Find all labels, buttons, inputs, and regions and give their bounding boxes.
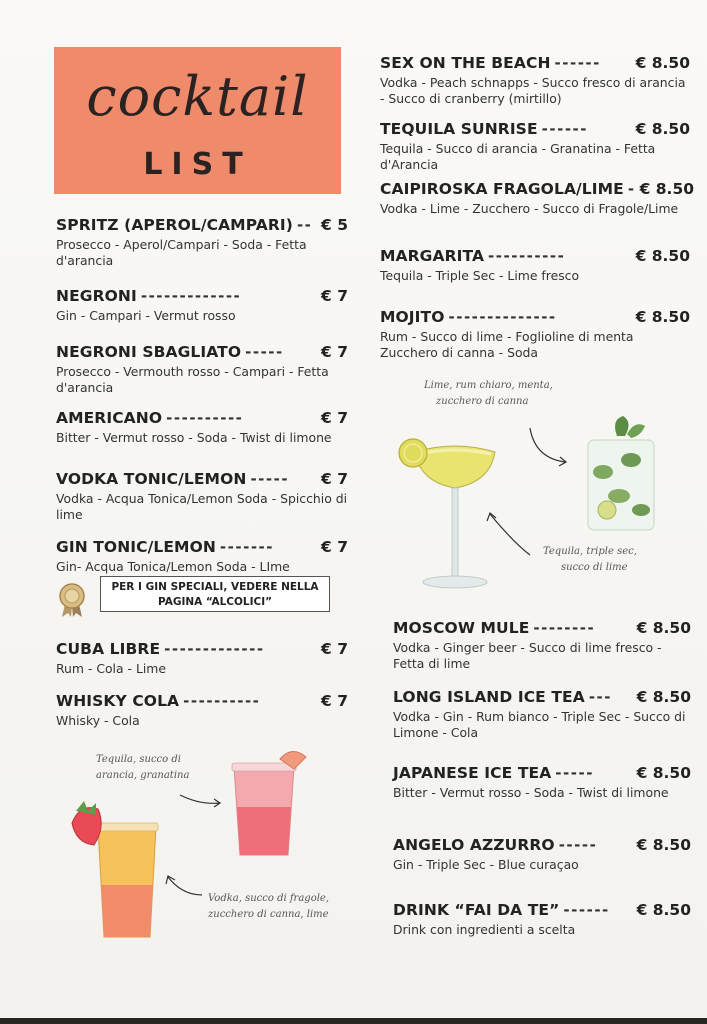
item-name: DRINK “FAI DA TE” [393, 901, 560, 919]
item-description: Gin - Campari - Vermut rosso [56, 308, 236, 323]
item-price: € 8.50 [636, 901, 691, 919]
header-script-title: cocktail [86, 65, 309, 128]
medal-icon [56, 582, 88, 618]
item-dashes: ----- [250, 470, 290, 488]
item-price: € 8.50 [635, 120, 690, 138]
handnote-line: arancia, granatina [96, 770, 190, 781]
margarita-handnote [543, 544, 637, 576]
menu-item-angelo-azzurro [393, 836, 691, 873]
item-description: Gin - Triple Sec - Blue curaçao [393, 857, 579, 872]
item-dashes: ---------- [183, 692, 261, 710]
item-name: NEGRONI SBAGLIATO [56, 343, 242, 361]
item-name: JAPANESE ICE TEA [393, 764, 552, 782]
item-dashes: ------ [554, 54, 601, 72]
item-dashes: ----- [245, 343, 284, 361]
item-dashes: -- [296, 216, 313, 234]
item-dashes: ---------- [166, 409, 244, 427]
item-price: € 8.50 [636, 764, 691, 782]
item-name: SEX ON THE BEACH [380, 54, 551, 72]
mojito-handnote [424, 378, 553, 410]
item-price: € 7 [321, 538, 348, 556]
item-price: € 8.50 [635, 247, 690, 265]
item-dashes: ------- [219, 538, 275, 556]
item-price: € 7 [321, 409, 348, 427]
menu-item-margarita [380, 247, 690, 284]
menu-item-mojito [380, 308, 690, 361]
handnote-line: Vodka, succo di fragole, [208, 893, 330, 904]
item-price: € 7 [321, 640, 348, 658]
menu-item-gin-tonic [56, 538, 348, 575]
item-description: Drink con ingredienti a scelta [393, 922, 576, 937]
item-dashes: ----- [555, 764, 594, 782]
item-name: CUBA LIBRE [56, 640, 161, 658]
item-name: NEGRONI [56, 287, 137, 305]
item-description: Prosecco - Vermouth rosso - Campari - Fetta d'arancia [56, 364, 329, 395]
special-gin-note [100, 576, 330, 612]
menu-header [54, 47, 341, 194]
item-price: € 7 [321, 470, 348, 488]
item-price: € 7 [321, 343, 348, 361]
item-dashes: -------- [533, 619, 596, 637]
handnote-line: Tequila, succo di [96, 754, 181, 765]
item-name: ANGELO AZZURRO [393, 836, 555, 854]
item-description: Vodka - Acqua Tonica/Lemon Soda - Spicchio di lime [56, 491, 348, 522]
item-name: TEQUILA SUNRISE [380, 120, 538, 138]
page-bottom-edge [0, 1018, 707, 1024]
item-name: LONG ISLAND ICE TEA [393, 688, 585, 706]
item-price: € 8.50 [635, 308, 690, 326]
item-description: Tequila - Triple Sec - Lime fresco [380, 268, 580, 283]
item-dashes: -------------- [448, 308, 557, 326]
item-description: Gin- Acqua Tonica/Lemon Soda - LIme [56, 559, 290, 574]
item-price: € 5 [321, 216, 348, 234]
item-name: MOJITO [380, 308, 445, 326]
header-list-title: LIST [143, 147, 252, 182]
item-price: € 8.50 [636, 836, 691, 854]
item-dashes: --- [588, 688, 613, 706]
menu-item-moscow-mule [393, 619, 691, 672]
item-description: Bitter - Vermut rosso - Soda - Twist di limone [393, 785, 669, 800]
menu-item-tequila-sunrise [380, 120, 690, 173]
item-price: € 8.50 [636, 619, 691, 637]
item-description: Bitter - Vermut rosso - Soda - Twist di limone [56, 430, 332, 445]
item-description: Vodka - Gin - Rum bianco - Triple Sec - Succo di Limone - Cola [393, 709, 686, 740]
menu-item-fai-da-te [393, 901, 691, 938]
menu-item-whisky-cola [56, 692, 348, 729]
item-name: MARGARITA [380, 247, 485, 265]
menu-item-americano [56, 409, 348, 446]
item-price: € 7 [321, 287, 348, 305]
menu-item-caipiroska [380, 180, 695, 217]
item-name: CAIPIROSKA FRAGOLA/LIME [380, 180, 624, 198]
item-price: € 8.50 [639, 180, 695, 198]
handnote-line: succo di lime [561, 562, 628, 573]
item-description: Tequila - Succo di arancia - Granatina - Fetta d'Arancia [380, 141, 656, 172]
item-description: Rum - Succo di lime - Foglioline di menta Zucchero di canna - Soda [380, 329, 634, 360]
handnote-line: zucchero di canna [436, 396, 529, 407]
note-line-2: PAGINA “ALCOLICI” [157, 596, 273, 608]
item-description: Prosecco - Aperol/Campari - Soda - Fetta d'arancia [56, 237, 307, 268]
item-description: Vodka - Peach schnapps - Succo fresco di arancia - Succo di cranberry (mirtillo) [380, 75, 686, 106]
item-description: Whisky - Cola [56, 713, 140, 728]
item-dashes: - [627, 180, 636, 198]
item-price: € 8.50 [635, 54, 690, 72]
item-name: GIN TONIC/LEMON [56, 538, 216, 556]
item-dashes: ------------- [164, 640, 265, 658]
item-price: € 7 [321, 692, 348, 710]
menu-item-long-island [393, 688, 691, 741]
item-dashes: ------------- [140, 287, 242, 305]
item-price: € 8.50 [636, 688, 691, 706]
menu-item-japanese-ice-tea [393, 764, 691, 801]
menu-item-vodka-tonic [56, 470, 348, 523]
item-description: Vodka - Lime - Zucchero - Succo di Fragole/Lime [380, 201, 679, 216]
menu-item-sex-on-the-beach [380, 54, 690, 107]
item-description: Rum - Cola - Lime [56, 661, 166, 676]
caipiroska-handnote [208, 891, 329, 923]
menu-item-negroni-sbagliato [56, 343, 348, 396]
handnote-line: zucchero di canna, lime [208, 909, 329, 920]
item-name: VODKA TONIC/LEMON [56, 470, 247, 488]
item-dashes: ----- [558, 836, 598, 854]
handnote-line: Lime, rum chiaro, menta, [424, 380, 553, 391]
item-name: WHISKY COLA [56, 692, 180, 710]
item-dashes: ------ [563, 901, 610, 919]
menu-item-spritz [56, 216, 348, 269]
note-line-1: PER I GIN SPECIALI, VEDERE NELLA [111, 581, 319, 593]
item-name: AMERICANO [56, 409, 163, 427]
menu-item-negroni [56, 287, 348, 324]
item-name: SPRITZ (APEROL/CAMPARI) [56, 216, 293, 234]
item-description: Vodka - Ginger beer - Succo di lime fresco - Fetta di lime [393, 640, 662, 671]
item-dashes: ---------- [488, 247, 566, 265]
handnote-line: Tequila, triple sec, [543, 546, 637, 557]
item-name: MOSCOW MULE [393, 619, 530, 637]
item-dashes: ------ [541, 120, 588, 138]
menu-item-cuba-libre [56, 640, 348, 677]
